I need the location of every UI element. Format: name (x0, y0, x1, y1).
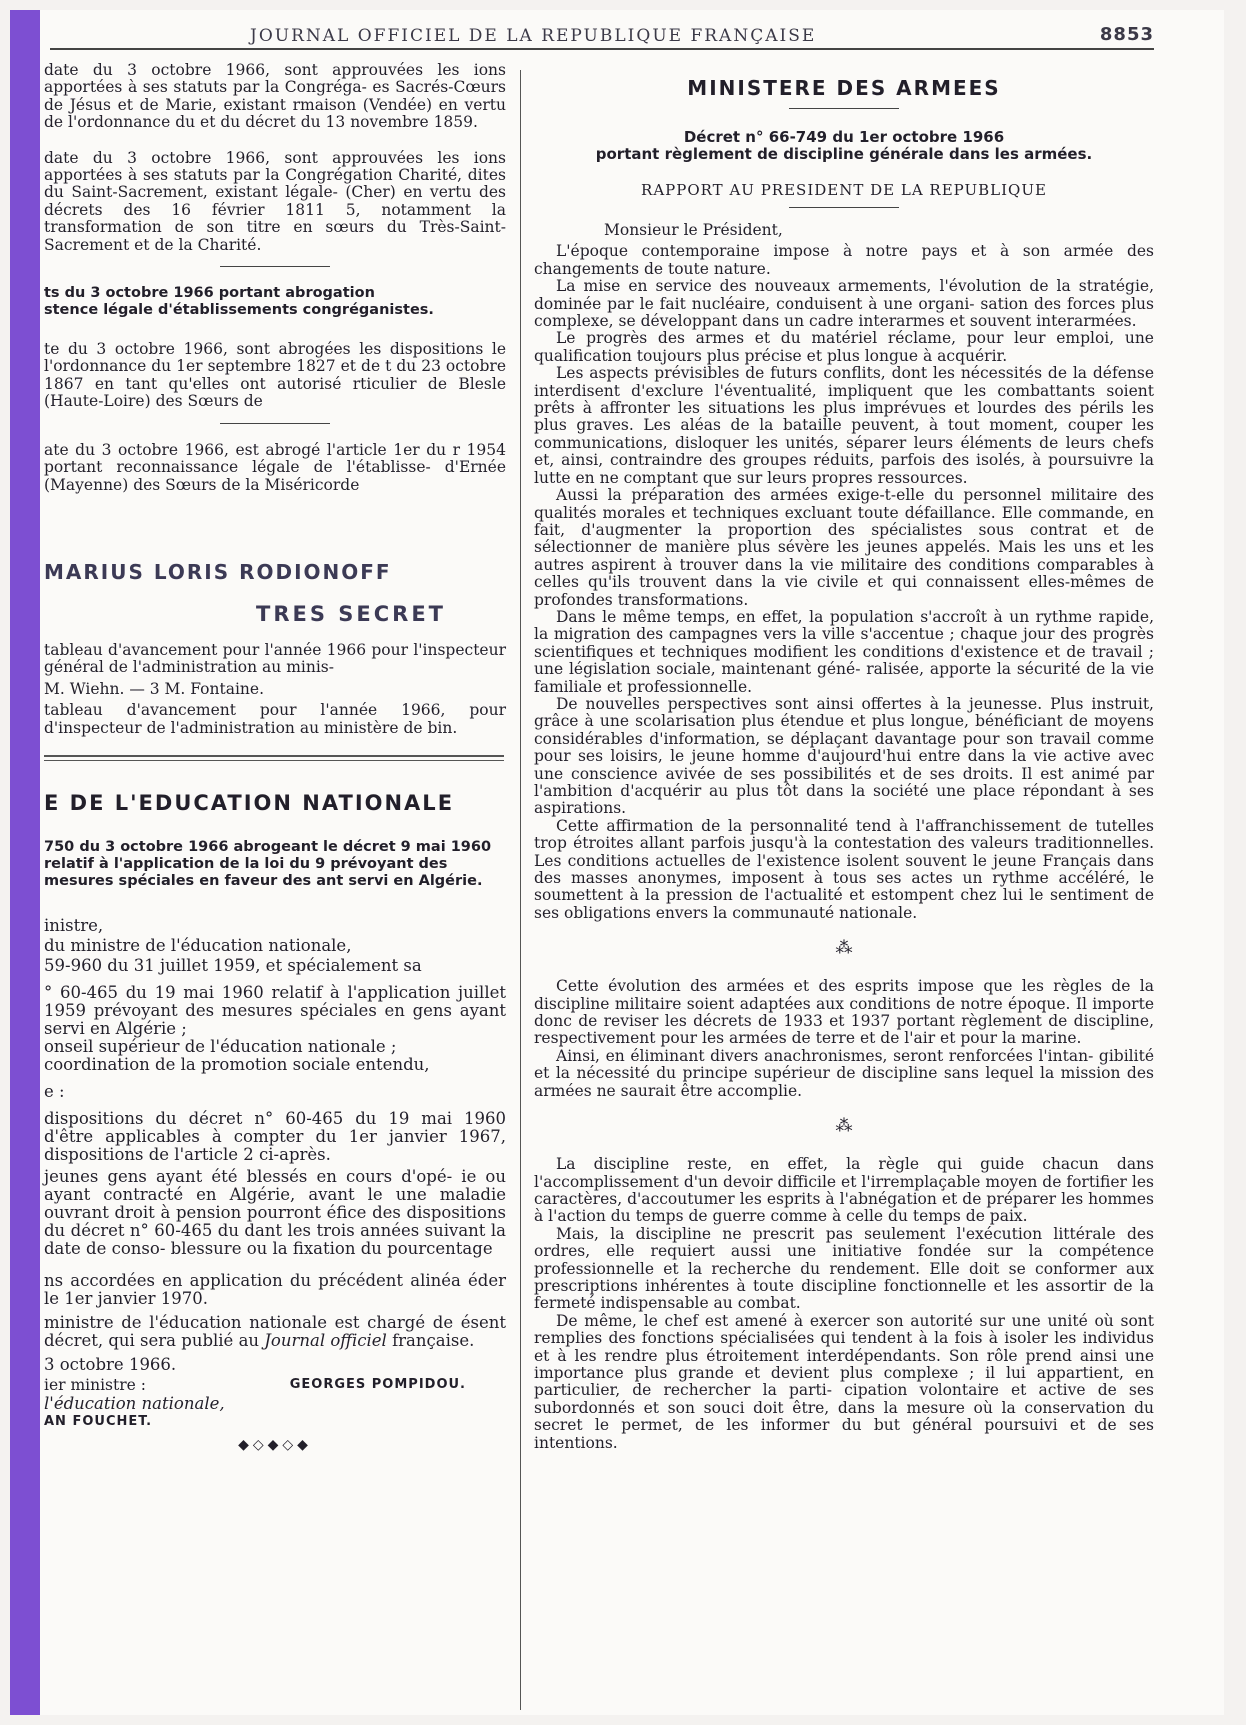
separator (220, 266, 330, 267)
stamp-name: MARIUS LORIS RODIONOFF (44, 559, 392, 584)
decree-title: Décret n° 66-749 du 1er octobre 1966 (683, 128, 1005, 146)
journal-title: JOURNAL OFFICIEL DE LA REPUBLIQUE FRANÇAISE (250, 26, 817, 46)
report-title: RAPPORT AU PRESIDENT DE LA REPUBLIQUE (641, 181, 1047, 199)
paragraph: tableau d'avancement pour l'année 1966 pour l'inspecteur général de l'administration au minis- (44, 640, 506, 677)
visa: 59-960 du 31 juillet 1959, et spécialement sa (44, 955, 422, 975)
paragraph: Le progrès des armes et du matériel réclame, pour leur emploi, une qualification toujours plus précise et plus longue à acquérir. (534, 329, 1154, 365)
journal-page (10, 10, 1224, 1715)
stamp-secret: TRES SECRET (256, 601, 446, 626)
article-text: ministre de l'éducation nationale est chargé de ésent décret, qui sera publié au (44, 1312, 506, 1350)
paragraph: Aussi la préparation des armées exige-t-elle du personnel militaire des qualités morales et techniques excluant toute défaillance. Elle commande, en fait, d'augmenter la proportion des spécialistes sous contrat et de sélectionner de manière plus sévère les jeunes appelés. Mais les uns et les autres aspirent à trouver dans la vie militaire des conditions comparables à celles qu'ils trouvent dans la vie civile et qui connaissent elles-mêmes de profondes transformations. (534, 486, 1154, 609)
decree-title: ts du 3 octobre 1966 portant abrogation (44, 285, 375, 302)
left-column (44, 62, 506, 1453)
ministry-heading: E DE L'EDUCATION NATIONALE (44, 790, 455, 815)
article: dispositions du décret n° 60-465 du 19 mai 1960 d'être applicables à compter du 1er janvier 1967, dispositions de l'article 2 ci-après. (44, 1108, 506, 1164)
separator (789, 108, 899, 109)
paragraph: te du 3 octobre 1966, sont abrogées les dispositions le l'ordonnance du 1er septembre 1827 et de t du 23 octobre 1867 en tant qu'elles ont autorisé rticulier de Blesle (Haute-Loire) des Sœurs de (44, 340, 506, 411)
article: jeunes gens ayant été blessés en cours d'opé- ie ou ayant contracté en Algérie, avant le une maladie ouvrant droit à pension pourront éfice des dispositions du décret n° 60-465 du dant les trois années suivant la date de conso- blessure ou la fixation du pourcentage (44, 1166, 506, 1258)
date-line: 3 octobre 1966. (44, 1354, 177, 1374)
paragraph: Dans le même temps, en effet, la population s'accroît à un rythme rapide, la migration des campagnes vers la ville s'accentue ; chaque jour des progrès scientifiques et techniques modifient les conditions d'existence et de travail ; une législation sociale, maintenant géné- ralisée, apporte la sécurité de la vie familiale et professionnelle. (534, 607, 1154, 696)
decree-title: portant règlement de discipline générale dans les armées. (595, 145, 1093, 163)
separator (789, 207, 899, 208)
paragraph: De nouvelles perspectives sont ainsi offertes à la jeunesse. Plus instruit, grâce à une scolarisation plus étendue et plus longue, bénéficiant de moyens considérables d'information, se déplaçant davantage pour son travail comme pour ses loisirs, le jeune homme d'aujourd'hui entre dans la vie active avec une conscience avivée de ses possibilités et de ses droits. Il est animé par l'ambition d'acquérir au plus tôt dans la société une place répondant à ses aspirations. (534, 694, 1154, 818)
salutation: Monsieur le Président, (604, 221, 783, 239)
signature-line (44, 1376, 506, 1394)
asterism: ⁂ (835, 938, 853, 959)
decree-title: 750 du 3 octobre 1966 abrogeant le décret 9 mai 1960 relatif à l'application de la loi du 9 prévoyant des mesures spéciales en faveur des ant servi en Algérie. (44, 838, 492, 889)
section-rule (44, 755, 504, 761)
paragraph: date du 3 octobre 1966, sont approuvées les ions apportées à ses statuts par la Congréga- es Sacrés-Cœurs de Jésus et de Marie, existant rmaison (Vendée) en vertu de l'ordonnance du et du décret du 13 novembre 1859. (44, 61, 506, 132)
separator (220, 423, 330, 424)
signature-minister: l'éducation nationale, (44, 1393, 225, 1413)
paragraph: Ainsi, en éliminant divers anachronismes, seront renforcées l'intan- gibilité et la nécessité du principe supérieur de discipline sans lequel la mission des armées ne saurait être accomplie. (534, 1046, 1154, 1100)
article-text: française. (392, 1330, 475, 1350)
signatory-name: GEORGES POMPIDOU. (289, 1376, 466, 1392)
paragraph: La discipline reste, en effet, la règle qui guide chacun dans l'accomplissement d'un devoir difficile et l'irremplaçable moyen de fortifier les caractères, d'accoutumer les esprits à l'abnégation et de préparer les hommes à l'action du temps de guerre comme à celle du temps de paix. (534, 1155, 1154, 1226)
ornament: ◆◇◆◇◆ (238, 1436, 312, 1453)
paragraph: Les aspects prévisibles de futurs conflits, dont les nécessités de la défense interdisent d'exclure l'éventualité, impliquent que les combattants soient prêts à affronter les situations les plus imprévues et lourdes des périls les plus graves. Les aléas de la bataille peuvent, à tout moment, couper les communications, disloquer les unités, séparer leurs éléments de leurs chefs et, ainsi, contraindre des groupes réduits, parfois des isolés, à poursuivre la lutte en ne comptant que sur leurs propres ressources. (534, 364, 1154, 487)
right-column (534, 62, 1154, 1452)
paragraph: Cette affirmation de la personnalité tend à l'affranchissement de tutelles trop étroites allant parfois jusqu'à la contestation des valeurs traditionnelles. Les conditions actuelles de l'existence isolent souvent le jeune Français dans des masses anonymes, imposent à tous ses actes un rythme accéléré, le soumettent à la pression de l'actualité et estompent chez lui le sentiment de ses obligations envers la communauté nationale. (534, 816, 1154, 922)
page-header (50, 22, 1154, 48)
journal-ref: Journal officiel (264, 1330, 387, 1350)
paragraph: tableau d'avancement pour l'année 1966, pour d'inspecteur de l'administration au ministère de bin. (44, 701, 506, 737)
paragraph: De même, le chef est amené à exercer son autorité sur une unité où sont remplies des fonctions spécialisées qui tendent à la fois à isoler les individus et à les rendre plus étroitement interdépendants. Son rôle prend ainsi une importance plus grande et devient plus complexe ; il lui appartient, en particulier, de rechercher la parti- cipation volontaire et active de ses subordonnés et son souci doit être, dans la mesure où la conservation du secret le permet, de les informer du but général poursuivi et de ses intentions. (534, 1311, 1154, 1452)
column-divider (520, 70, 521, 1710)
visa: e : (44, 1081, 65, 1101)
paragraph: Mais, la discipline ne prescrit pas seulement l'exécution littérale des ordres, elle requiert aussi une initiative fondée sur la compétence professionnelle et la recherche du rendement. Elle doit se conformer aux prescriptions inhérentes à toute discipline fonctionnelle et les assortir de la fermeté indispensable au combat. (534, 1224, 1154, 1313)
ministry-heading: MINISTERE DES ARMEES (687, 76, 1001, 100)
visa: onseil supérieur de l'éducation nationale ; (44, 1036, 397, 1056)
paragraph: date du 3 octobre 1966, sont approuvées les ions apportées à ses statuts par la Congrégation Charité, dites du Saint-Sacrement, existant légale- (Cher) en vertu des décrets des 16 février 1811 5, notamment la transformation de son titre en sœurs du Très-Saint-Sacrement et de la Charité. (44, 148, 506, 254)
paragraph: La mise en service des nouveaux armements, l'évolution de la stratégie, dominée par le fait nucléaire, conduisent à une organi- sation des forces plus complexe, se développant dans un cadre interarmes et souvent interarmées. (534, 277, 1154, 331)
signatory-name: AN FOUCHET. (44, 1413, 153, 1429)
header-rule (50, 48, 1154, 50)
visa: ° 60-465 du 19 mai 1960 relatif à l'application juillet 1959 prévoyant des mesures spéciales en gens ayant servi en Algérie ; (44, 982, 506, 1038)
visa: coordination de la promotion sociale entendu, (44, 1054, 430, 1074)
scan-edge-bar (10, 10, 40, 1715)
article (44, 1314, 506, 1350)
visa: inistre, (44, 915, 104, 935)
signature-role: ier ministre : (44, 1375, 146, 1394)
paragraph: M. Wiehn. — 3 M. Fontaine. (44, 679, 265, 698)
paragraph: L'époque contemporaine impose à notre pays et à son armée des changements de toute nature. (534, 242, 1154, 278)
article: ns accordées en application du précédent alinéa éder le 1er janvier 1970. (44, 1270, 506, 1308)
paragraph: Cette évolution des armées et des esprits impose que les règles de la discipline militaire soient adaptées aux conditions de notre époque. Il importe donc de reviser les décrets de 1933 et 1937 portant règlement de discipline, respectivement pour les armées de terre et de l'air et pour la marine. (534, 977, 1154, 1048)
asterism: ⁂ (835, 1116, 853, 1137)
decree-title: stence légale d'établissements congréganistes. (44, 302, 434, 319)
page-number: 8853 (1099, 24, 1154, 45)
visa: du ministre de l'éducation nationale, (44, 935, 352, 955)
paragraph: ate du 3 octobre 1966, est abrogé l'article 1er du r 1954 portant reconnaissance légale de l'établisse- d'Ernée (Mayenne) des Sœurs de la Miséricorde (44, 440, 506, 494)
